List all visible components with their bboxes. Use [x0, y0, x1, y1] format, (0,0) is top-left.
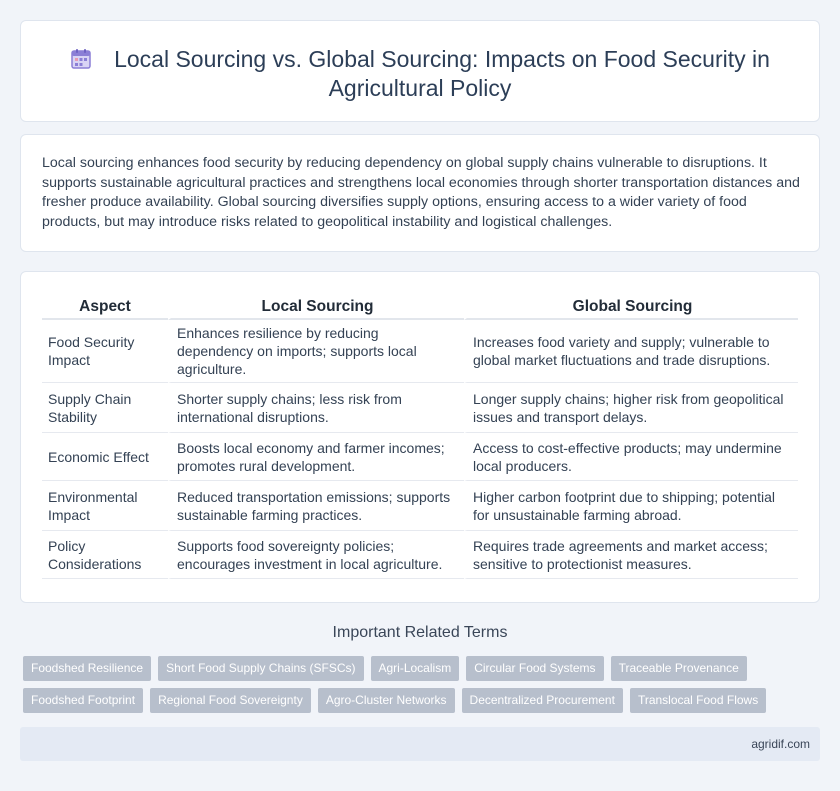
tag-circular-food-systems[interactable]: Circular Food Systems — [466, 656, 603, 681]
page-title: Local Sourcing vs. Global Sourcing: Impacts on Food Security in Agricultural Policy — [114, 46, 770, 101]
footer-bar — [20, 727, 820, 761]
comparison-table — [42, 294, 798, 579]
local-cell: Reduced transportation emissions; supports sustainable farming practices. — [168, 481, 464, 531]
tag-foodshed-footprint[interactable]: Foodshed Footprint — [23, 688, 143, 713]
table-header-row — [42, 294, 798, 320]
tag-row — [23, 688, 803, 713]
page-title-block — [21, 45, 819, 103]
title-card — [20, 20, 820, 122]
footer-site-link[interactable]: agridif.com — [751, 737, 810, 751]
table-row — [42, 383, 798, 433]
table-row — [42, 481, 798, 531]
local-cell: Boosts local economy and farmer incomes; promotes rural development. — [168, 433, 464, 481]
tag-decentralized-procurement[interactable]: Decentralized Procurement — [462, 688, 623, 713]
local-cell: Enhances resilience by reducing dependency on imports; supports local agriculture. — [168, 320, 464, 383]
tag-regional-food-sovereignty[interactable]: Regional Food Sovereignty — [150, 688, 311, 713]
aspect-cell: Food Security Impact — [42, 320, 168, 383]
aspect-cell: Supply Chain Stability — [42, 383, 168, 433]
local-cell: Supports food sovereignty policies; encourages investment in local agriculture. — [168, 531, 464, 579]
global-cell: Requires trade agreements and market access; sensitive to protectionist measures. — [464, 531, 798, 579]
local-cell: Shorter supply chains; less risk from international disruptions. — [168, 383, 464, 433]
header-global-sourcing: Global Sourcing — [464, 294, 798, 320]
tag-foodshed-resilience[interactable]: Foodshed Resilience — [23, 656, 151, 681]
tag-agro-cluster-networks[interactable]: Agro-Cluster Networks — [318, 688, 455, 713]
tag-translocal-food-flows[interactable]: Translocal Food Flows — [630, 688, 766, 713]
aspect-cell: Policy Considerations — [42, 531, 168, 579]
aspect-cell: Economic Effect — [42, 433, 168, 481]
global-cell: Higher carbon footprint due to shipping; potential for unsustainable farming abroad. — [464, 481, 798, 531]
aspect-cell: Environmental Impact — [42, 481, 168, 531]
tag-row — [23, 656, 803, 681]
global-cell: Increases food variety and supply; vulnerable to global market fluctuations and trade disruptions. — [464, 320, 798, 383]
comparison-card — [20, 271, 820, 603]
header-aspect: Aspect — [42, 294, 168, 320]
tag-short-food-supply-chains[interactable]: Short Food Supply Chains (SFSCs) — [158, 656, 363, 681]
related-terms-heading: Important Related Terms — [332, 624, 508, 641]
table-row — [42, 320, 798, 383]
tag-traceable-provenance[interactable]: Traceable Provenance — [611, 656, 747, 681]
summary-text: Local sourcing enhances food security by reducing dependency on global supply chains vulnerable to disruptions. It supports sustainable agricultural practices and strengthens local economies through shorter transportation distances and fresher produce availability. Global sourcing diversifies supply options, ensuring access to a wider variety of food products, but may introduce risks related to geopolitical instability and logistical challenges. — [42, 155, 800, 230]
calendar-icon — [70, 48, 92, 70]
global-cell: Longer supply chains; higher risk from geopolitical issues and transport delays. — [464, 383, 798, 433]
tag-agri-localism[interactable]: Agri-Localism — [371, 656, 460, 681]
related-terms-tags — [23, 656, 803, 720]
table-row — [42, 531, 798, 579]
table-row — [42, 433, 798, 481]
summary-card — [20, 134, 820, 252]
header-local-sourcing: Local Sourcing — [168, 294, 464, 320]
global-cell: Access to cost-effective products; may undermine local producers. — [464, 433, 798, 481]
